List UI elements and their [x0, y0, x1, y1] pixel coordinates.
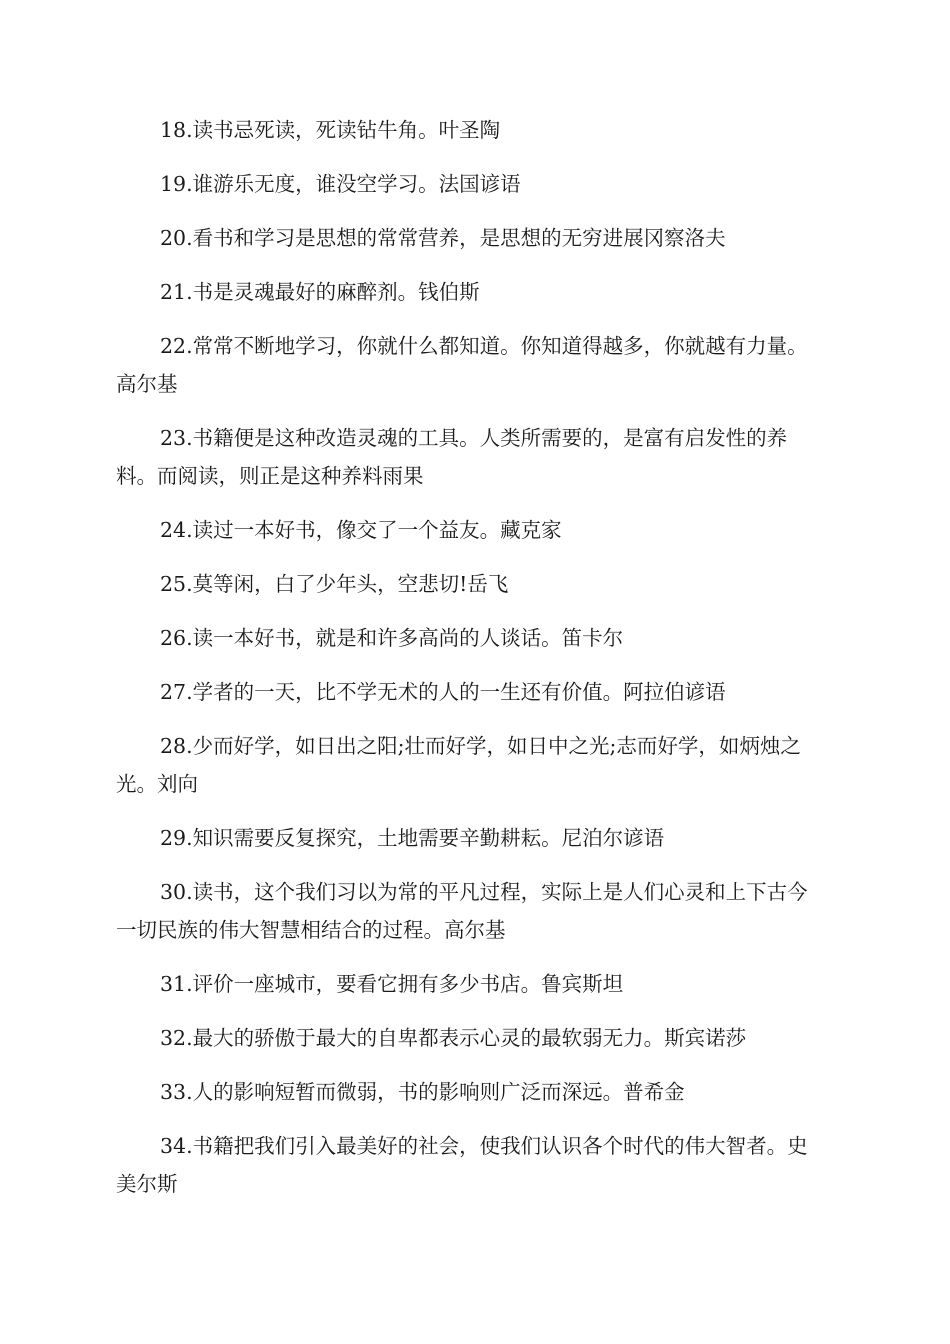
quote-paragraph-21: 21.书是灵魂最好的麻醉剂。钱伯斯 [160, 280, 480, 304]
quote-paragraph-22: 22.常常不断地学习，你就什么都知道。你知道得越多，你就越有力量。高尔基 [116, 334, 808, 396]
quote-paragraph-30: 30.读书，这个我们习以为常的平凡过程，实际上是人们心灵和上下古今一切民族的伟大智慧相结合的过程。高尔基 [116, 880, 808, 942]
quote-paragraph-24: 24.读过一本好书，像交了一个益友。藏克家 [160, 518, 562, 542]
quote-paragraph-33: 33.人的影响短暂而微弱，书的影响则广泛而深远。普希金 [160, 1080, 685, 1104]
quote-paragraph-32: 32.最大的骄傲于最大的自卑都表示心灵的最软弱无力。斯宾诺莎 [160, 1026, 747, 1050]
quote-paragraph-23: 23.书籍便是这种改造灵魂的工具。人类所需要的，是富有启发性的养料。而阅读，则正是这种养料雨果 [116, 426, 788, 488]
quote-paragraph-28: 28.少而好学，如日出之阳;壮而好学，如日中之光;志而好学，如炳烛之光。刘向 [116, 734, 801, 796]
quote-paragraph-34: 34.书籍把我们引入最美好的社会，使我们认识各个时代的伟大智者。史美尔斯 [116, 1134, 808, 1196]
quote-paragraph-19: 19.谁游乐无度，谁没空学习。法国谚语 [160, 172, 521, 196]
quote-paragraph-20: 20.看书和学习是思想的常常营养，是思想的无穷进展冈察洛夫 [160, 226, 726, 250]
quote-paragraph-31: 31.评价一座城市，要看它拥有多少书店。鲁宾斯坦 [160, 972, 624, 996]
quote-list [116, 111, 828, 1219]
quote-paragraph-26: 26.读一本好书，就是和许多高尚的人谈话。笛卡尔 [160, 626, 624, 650]
quote-paragraph-29: 29.知识需要反复探究，土地需要辛勤耕耘。尼泊尔谚语 [160, 826, 665, 850]
quote-paragraph-18: 18.读书忌死读，死读钻牛角。叶圣陶 [160, 118, 501, 142]
quote-paragraph-27: 27.学者的一天，比不学无术的人的一生还有价值。阿拉伯谚语 [160, 680, 726, 704]
quote-paragraph-25: 25.莫等闲，白了少年头，空悲切!岳飞 [160, 572, 509, 596]
